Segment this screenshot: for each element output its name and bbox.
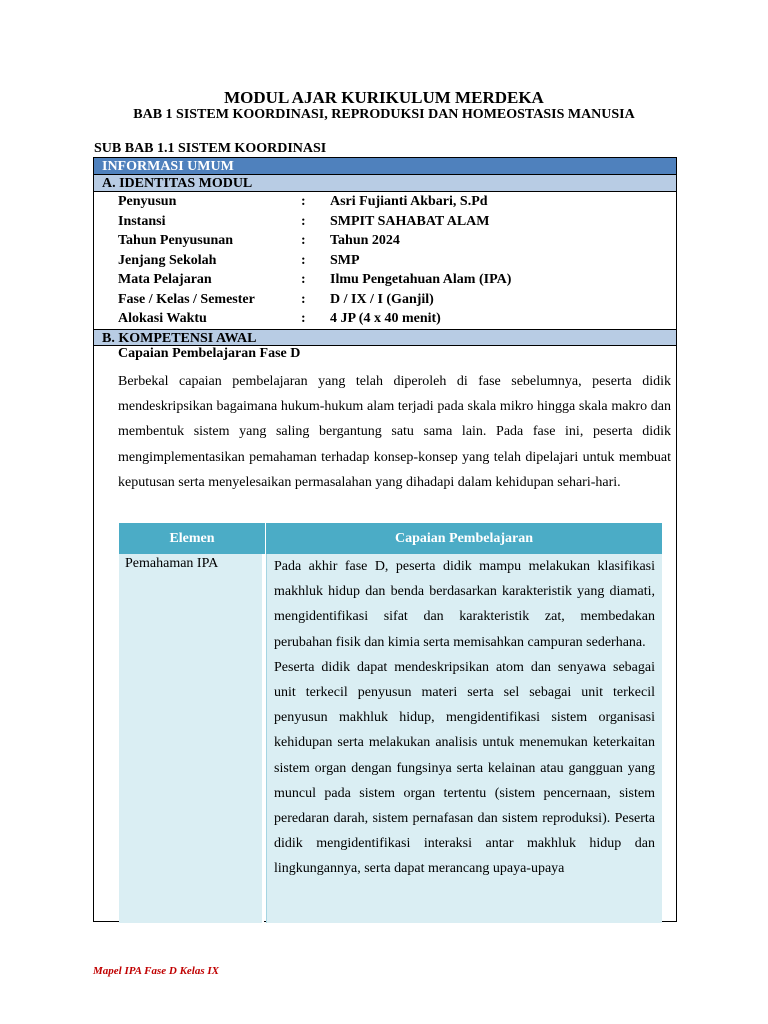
- section-a-header: A. IDENTITAS MODUL: [94, 175, 676, 192]
- identity-colon: :: [301, 213, 306, 229]
- identity-label: Mata Pelajaran: [118, 272, 212, 287]
- table-header-capaian: Capaian Pembelajaran: [266, 523, 662, 554]
- document-subtitle: BAB 1 SISTEM KOORDINASI, REPRODUKSI DAN HOMEOSTASIS MANUSIA: [133, 107, 635, 122]
- identity-value: Tahun 2024: [330, 233, 400, 248]
- module-frame: [93, 157, 677, 922]
- identity-value: 4 JP (4 x 40 menit): [330, 311, 441, 326]
- identity-label: Fase / Kelas / Semester: [118, 291, 255, 307]
- table-header-elemen: Elemen: [119, 523, 265, 554]
- identity-colon: :: [301, 233, 306, 248]
- capaian-text-paragraph: Peserta didik dapat mendeskripsikan atom dan senyawa sebagai unit terkecil penyusun materi serta sel sebagai unit terkecil penyusun makhluk hidup, mengidentifikasi sistem organisasi kehidupan serta melakukan analisis untuk menemukan keterkaitan sistem organ dengan fungsinya serta kelainan atau gangguan yang muncul pada sistem organ tertentu (sistem pencernaan, sistem peredaran darah, sistem pernafasan dan sistem reproduksi). Peserta didik mengidentifikasi interaksi antar makhluk hidup dan lingkungannya, serta dapat merancang upaya-upaya: [274, 659, 655, 877]
- identity-value: Ilmu Pengetahuan Alam (IPA): [330, 272, 512, 287]
- identity-value: SMPIT SAHABAT ALAM: [330, 213, 490, 229]
- capaian-paragraph: Berbekal capaian pembelajaran yang telah diperoleh di fase sebelumnya, peserta didik mendeskripsikan bagaimana hukum-hukum alam terjadi pada skala mikro hingga skala makro dan membentuk sistem yang saling bergantung satu sama lain. Pada fase ini, peserta didik mengimplementasikan pemahaman terhadap konsep-konsep yang telah dipelajari untuk membuat keputusan serta menyelesaikan permasalahan yang dihadapi dalam kehidupan sehari-hari.: [118, 374, 671, 490]
- identity-value: Asri Fujianti Akbari, S.Pd: [330, 194, 488, 209]
- identity-colon: :: [301, 311, 306, 326]
- identity-value: SMP: [330, 252, 360, 268]
- sub-bab-heading: SUB BAB 1.1 SISTEM KOORDINASI: [94, 141, 327, 156]
- identity-label: Alokasi Waktu: [118, 311, 207, 326]
- table-cell-elemen: Pemahaman IPA: [119, 554, 264, 923]
- capaian-table: [119, 523, 662, 923]
- identity-label: Instansi: [118, 213, 166, 229]
- identity-colon: :: [301, 194, 306, 209]
- identity-value: D / IX / I (Ganjil): [330, 291, 434, 307]
- page-footer: Mapel IPA Fase D Kelas IX: [93, 965, 220, 977]
- identity-colon: :: [301, 252, 306, 268]
- info-umum-header: INFORMASI UMUM: [94, 158, 676, 175]
- table-cell-capaian: [266, 554, 662, 923]
- identity-colon: :: [301, 272, 306, 287]
- identity-label: Penyusun: [118, 194, 177, 209]
- identity-colon: :: [301, 291, 306, 307]
- identity-label: Tahun Penyusunan: [118, 233, 234, 248]
- capaian-text-paragraph: Pada akhir fase D, peserta didik mampu melakukan klasifikasi makhluk hidup dan benda berdasarkan karakteristik yang diamati, mengidentifikasi sifat dan karakteristik zat, membedakan perubahan fisik dan kimia serta memisahkan campuran sederhana.: [274, 559, 655, 650]
- document-title: MODUL AJAR KURIKULUM MERDEKA: [224, 88, 544, 107]
- identity-label: Jenjang Sekolah: [118, 252, 217, 268]
- capaian-heading: Capaian Pembelajaran Fase D: [118, 346, 301, 361]
- section-b-header: B. KOMPETENSI AWAL: [94, 329, 676, 346]
